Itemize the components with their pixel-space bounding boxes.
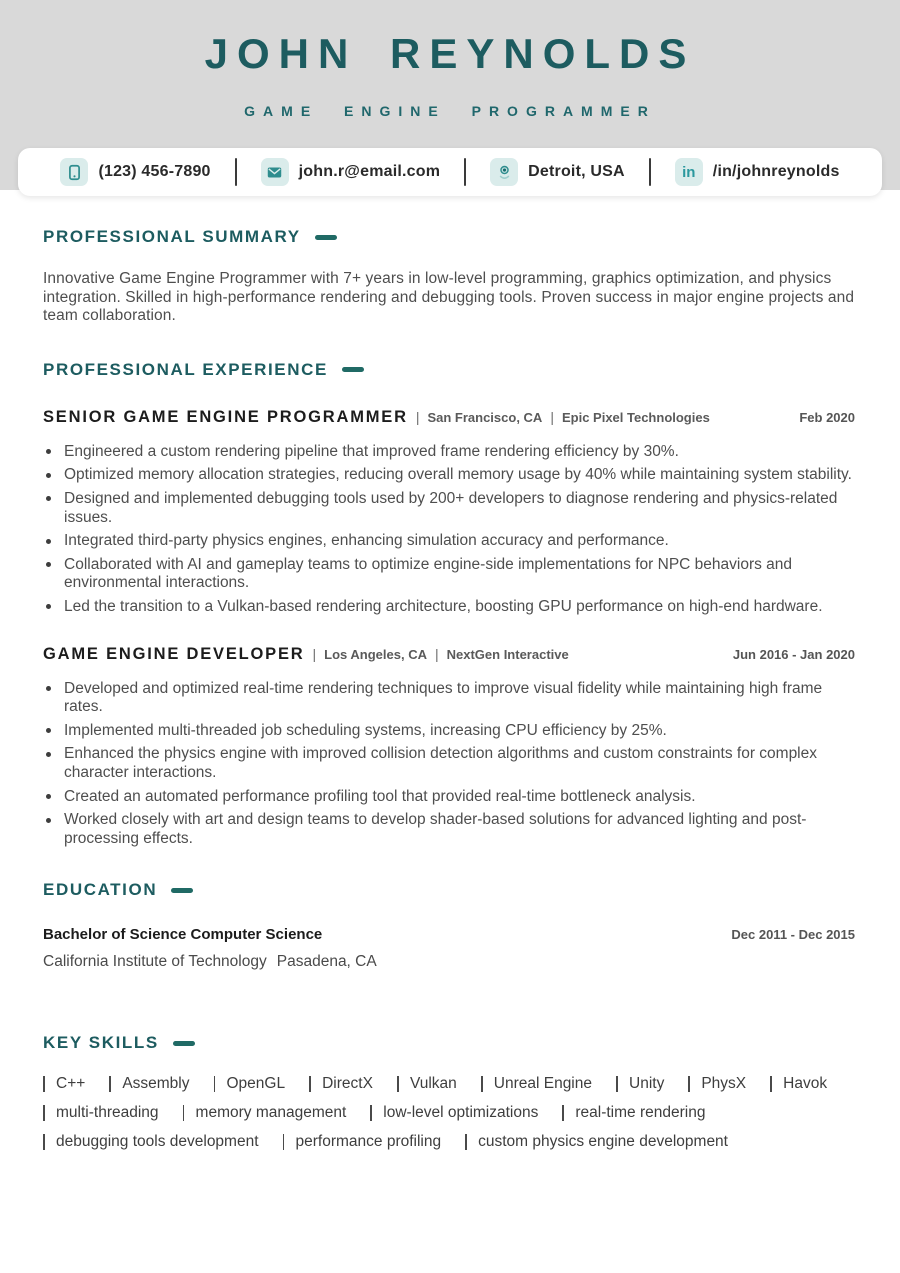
job-meta [313,646,569,664]
linkedin-handle: /in/johnreynolds [712,163,840,180]
skill-item: DirectX [309,1075,373,1093]
job-dates: Feb 2020 [799,409,855,425]
skill-item: Vulkan [397,1075,457,1093]
job-bullets [43,443,855,617]
skill-item: memory management [183,1104,347,1122]
skill-item: OpenGL [214,1075,286,1093]
skill-item: multi-threading [43,1104,159,1122]
job-bullets [43,680,855,849]
contact-phone[interactable] [60,158,210,186]
skill-item: Havok [770,1075,827,1093]
phone-number: (123) 456-7890 [98,163,211,180]
bullet-item: Engineered a custom rendering pipeline that improved frame rendering efficiency by 30%. [43,443,855,462]
location-pin-icon [490,158,518,186]
skills-row [43,1133,855,1151]
bullet-item: Led the transition to a Vulkan-based rendering architecture, boosting GPU performance on high-end hardware. [43,598,855,617]
skill-item: Assembly [109,1075,189,1093]
candidate-title: GAME ENGINE PROGRAMMER [244,103,656,119]
heading-dash [342,367,364,372]
resume-body [0,196,900,1151]
skills-row [43,1075,855,1093]
job-location: San Francisco, CA [427,409,543,425]
bullet-item: Integrated third-party physics engines, enhancing simulation accuracy and performance. [43,532,855,551]
skill-item: Unity [616,1075,664,1093]
skill-item: C++ [43,1075,85,1093]
contact-linkedin[interactable] [675,158,840,186]
skill-item: performance profiling [283,1133,442,1151]
job-header [43,645,855,664]
heading-dash [315,235,337,240]
skills-row [43,1104,855,1122]
separator [550,409,554,427]
bullet-item: Worked closely with art and design teams to develop shader-based solutions for advanced lighting and post-processing effects. [43,811,855,848]
bullet-item: Collaborated with AI and gameplay teams to optimize engine-side implementations for NPC behaviors and environmental interactions. [43,556,855,593]
phone-icon [60,158,88,186]
contact-separator [649,158,651,186]
bullet-item: Implemented multi-threaded job scheduling systems, increasing CPU efficiency by 25%. [43,722,855,741]
summary-heading: PROFESSIONAL SUMMARY [43,227,855,247]
contact-bar [18,148,882,196]
job-meta [416,409,710,427]
heading-dash [171,888,193,893]
skill-item: real-time rendering [562,1104,705,1122]
bullet-item: Enhanced the physics engine with improved collision detection algorithms and custom constraints for complex character interactions. [43,745,855,782]
degree-name: Bachelor of Science Computer Science [43,926,323,944]
location-text: Detroit, USA [528,163,625,180]
separator [416,409,420,427]
education-heading: EDUCATION [43,880,855,900]
skill-item: Unreal Engine [481,1075,592,1093]
education-dates: Dec 2011 - Dec 2015 [731,927,855,943]
job-title: SENIOR GAME ENGINE PROGRAMMER [43,407,408,426]
summary-text: Innovative Game Engine Programmer with 7+ years in low-level programming, graphics optimization, and physics integration. Skilled in high-performance rendering and debugging tools. Proven success in major engine projects and team collaboration. [43,270,855,325]
job-location: Los Angeles, CA [324,646,427,662]
bullet-item: Optimized memory allocation strategies, reducing overall memory usage by 40% while maintaining system stability. [43,466,855,485]
skills-heading: KEY SKILLS [43,1033,855,1053]
separator [313,646,317,664]
education-school-row [43,953,855,971]
contact-separator [235,158,237,186]
education-entry [43,926,855,943]
bullet-item: Developed and optimized real-time rendering techniques to improve visual fidelity while maintaining high frame rates. [43,680,855,717]
email-address: john.r@email.com [298,163,441,180]
bullet-item: Designed and implemented debugging tools used by 200+ developers to diagnose rendering and physics-related issues. [43,490,855,527]
job-entry [43,408,855,617]
job-entry [43,645,855,849]
job-dates: Jun 2016 - Jan 2020 [732,646,855,662]
school-name: California Institute of Technology [43,953,267,971]
job-header [43,408,855,427]
separator [435,646,439,664]
school-location: Pasadena, CA [276,953,377,971]
skill-item: custom physics engine development [465,1133,728,1151]
candidate-name: JOHN REYNOLDS [204,30,696,77]
job-company: NextGen Interactive [446,646,569,662]
skill-item: debugging tools development [43,1133,259,1151]
heading-dash [173,1041,195,1046]
skill-item: low-level optimizations [370,1104,538,1122]
bullet-item: Created an automated performance profiling tool that provided real-time bottleneck analysis. [43,788,855,807]
job-title: GAME ENGINE DEVELOPER [43,644,305,663]
linkedin-icon: in [675,158,703,186]
job-company: Epic Pixel Technologies [561,409,710,425]
contact-separator [464,158,466,186]
contact-location [490,158,625,186]
email-icon [261,158,289,186]
experience-heading: PROFESSIONAL EXPERIENCE [43,360,855,380]
skill-item: PhysX [688,1075,746,1093]
contact-email[interactable] [261,158,441,186]
